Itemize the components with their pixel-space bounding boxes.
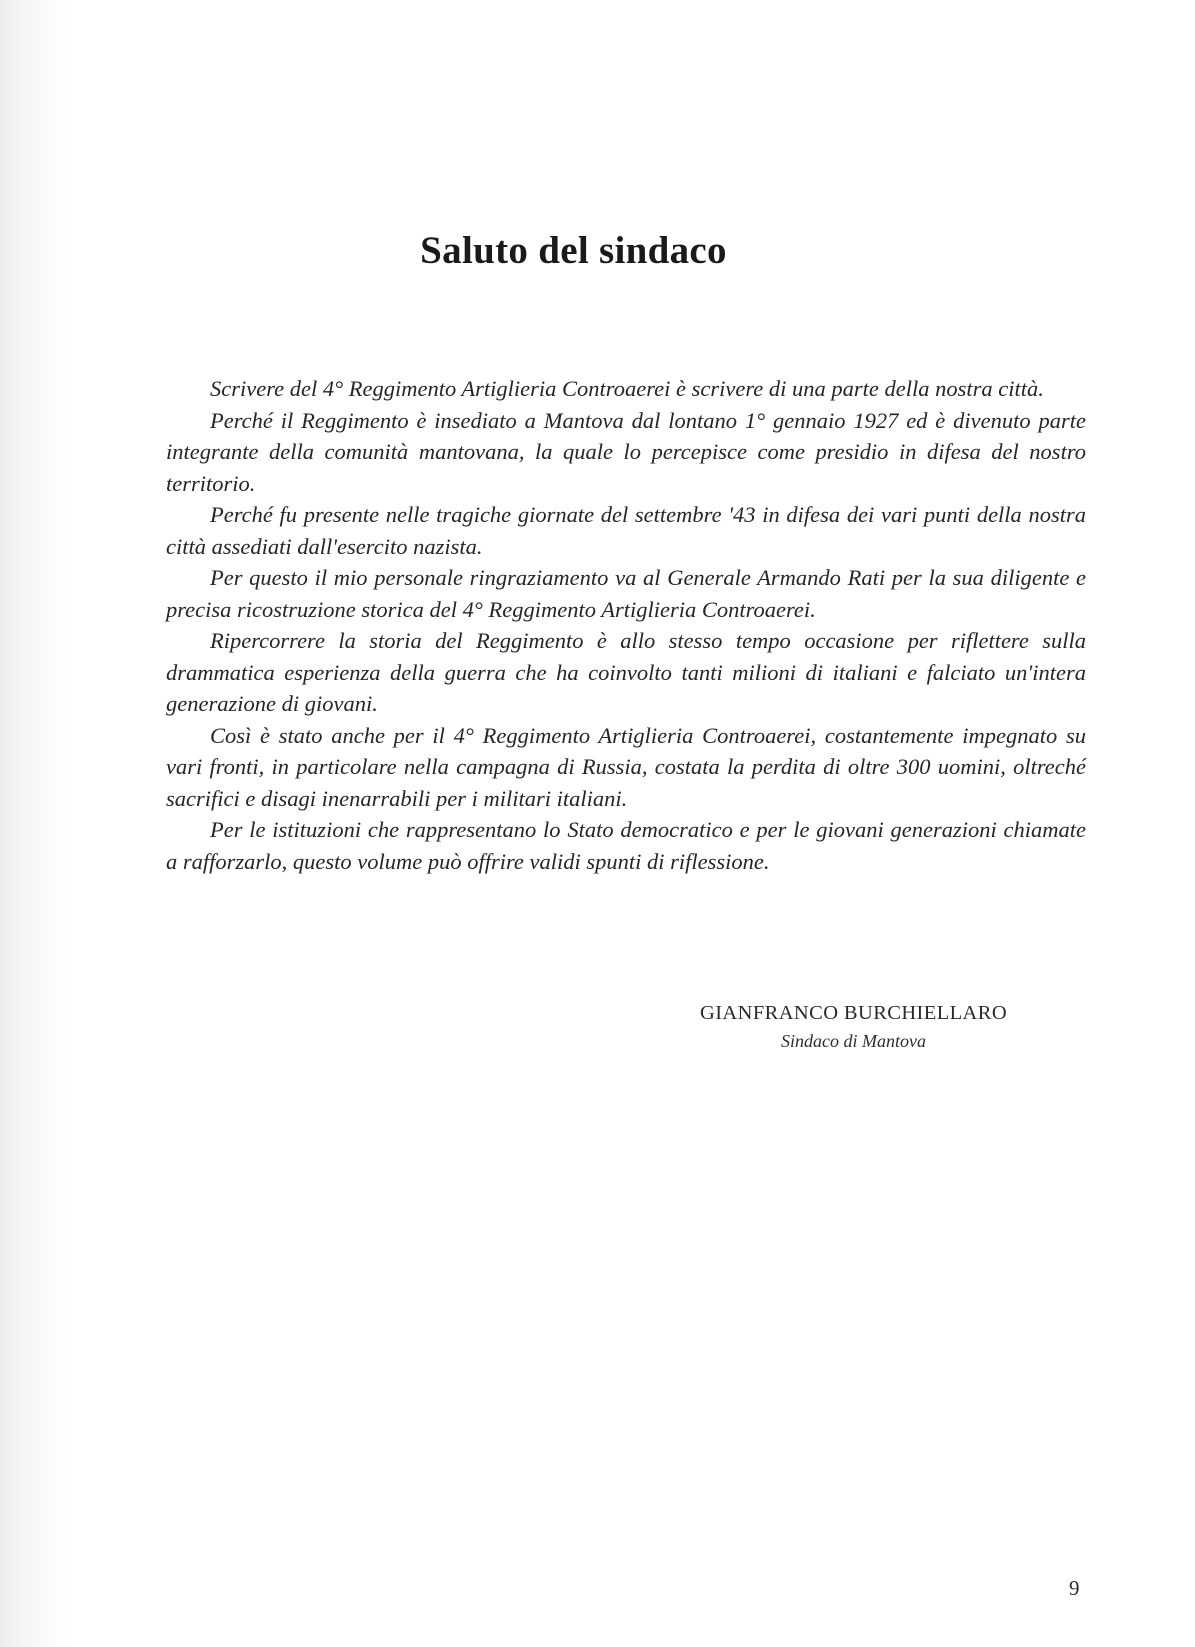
paragraph-2: Perché il Reggimento è insediato a Mantova dal lontano 1° gennaio 1927 ed è divenuto parte integrante della comunità mantovana, la quale lo percepisce come presidio in difesa del nostro territorio.: [166, 407, 1086, 496]
page-number: 9: [1069, 1576, 1080, 1600]
signature-block: [700, 1002, 1060, 1052]
letter-body: [166, 373, 1086, 877]
paragraph-1: Scrivere del 4° Reggimento Artiglieria Controaerei è scrivere di una parte della nostra città.: [210, 376, 1044, 401]
signatory-name: GIANFRANCO BURCHIELLARO: [700, 1002, 1008, 1024]
paragraph-6: Così è stato anche per il 4° Reggimento Artiglieria Controaerei, costantemente impegnato su vari fronti, in particolare nella campagna di Russia, costata la perdita di oltre 300 uomini, oltreché sacrifici e disagi inenarrabili per i militari italiani.: [166, 722, 1086, 811]
paragraph-3: Perché fu presente nelle tragiche giornate del settembre '43 in difesa dei vari punti della nostra città assediati dall'esercito nazista.: [166, 502, 1086, 559]
signatory-role: Sindaco di Mantova: [781, 1031, 926, 1051]
page-title: Saluto del sindaco: [420, 229, 727, 272]
paragraph-5: Ripercorrere la storia del Reggimento è allo stesso tempo occasione per riflettere sulla drammatica esperienza della guerra che ha coinvolto tanti milioni di italiani e falciato un'intera generazione di giovani.: [166, 628, 1086, 716]
paragraph-4: Per questo il mio personale ringraziamento va al Generale Armando Rati per la sua diligente e precisa ricostruzione storica del 4° Reggimento Artiglieria Controaerei.: [166, 565, 1086, 622]
paragraph-7: Per le istituzioni che rappresentano lo Stato democratico e per le giovani generazioni chiamate a rafforzarlo, questo volume può offrire validi spunti di riflessione.: [166, 817, 1086, 874]
